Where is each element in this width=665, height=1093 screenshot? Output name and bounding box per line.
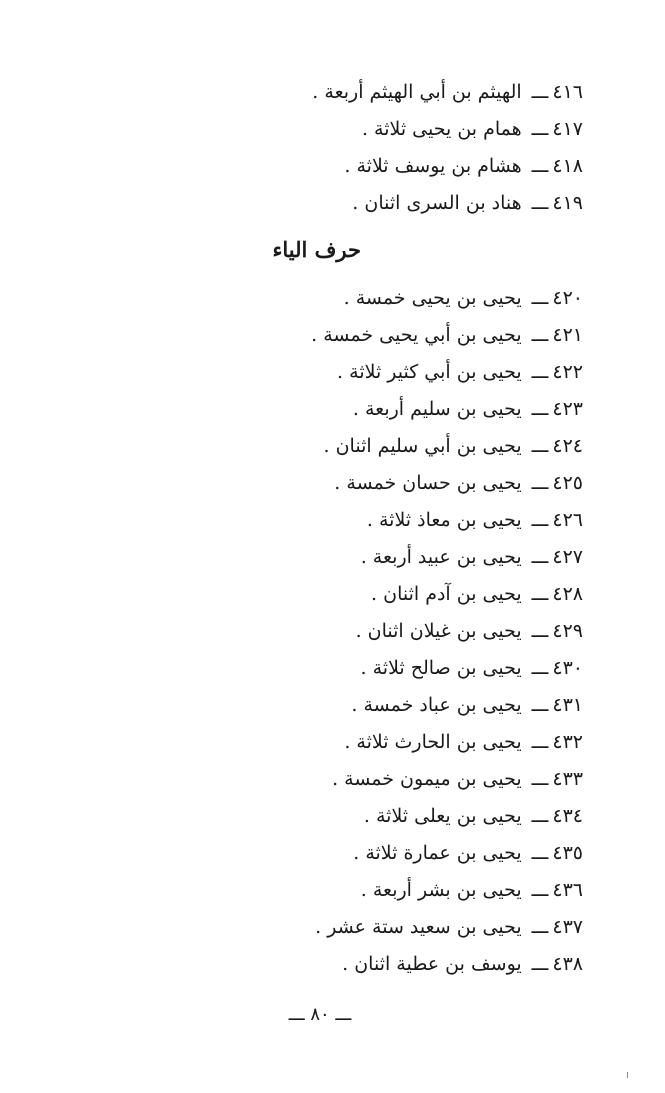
entry-dash: ـــ [531,620,549,642]
entry-text: يحيى بن عباد خمسة . [351,694,522,716]
list-item [223,148,583,185]
entry-text: هشام بن يوسف ثلاثة . [344,155,522,177]
entry-number: ٤٢٢ [552,361,583,383]
entry-number: ٤١٧ [552,118,583,140]
list-item [223,280,583,317]
entry-dash: ـــ [531,583,549,605]
entry-dash: ـــ [531,435,549,457]
list-item [223,465,583,502]
entry-dash: ـــ [531,879,549,901]
list-item [223,798,583,835]
entry-dash: ـــ [531,361,549,383]
entry-number: ٤٣٧ [552,916,583,938]
list-item [223,687,583,724]
entry-dash: ـــ [531,657,549,679]
list-item [223,74,583,111]
entry-number: ٤٢٨ [552,583,583,605]
entry-text: يحيى بن أبي يحيى خمسة . [311,324,522,346]
entry-number: ٤١٨ [552,155,583,177]
entry-text: يحيى بن ميمون خمسة . [332,768,522,790]
entry-number: ٤٢٣ [552,398,583,420]
entry-number: ٤٣٥ [552,842,583,864]
entry-dash: ـــ [531,118,549,140]
entry-dash: ـــ [531,192,549,214]
list-item [223,502,583,539]
list-item [223,428,583,465]
entry-number: ٤١٦ [552,81,583,103]
entry-dash: ـــ [531,287,549,309]
entry-dash: ـــ [531,472,549,494]
entry-number: ٤٢١ [552,324,583,346]
entry-dash: ـــ [531,731,549,753]
entry-text: يحيى بن معاذ ثلاثة . [366,509,522,531]
list-item [223,946,583,983]
scan-speck [627,1072,628,1078]
list-item [223,650,583,687]
entry-dash: ـــ [531,155,549,177]
list-item [223,185,583,222]
entry-number: ٤٣٦ [552,879,583,901]
list-item [223,835,583,872]
entry-dash: ـــ [531,398,549,420]
list-item [223,613,583,650]
entry-text: يحيى بن سليم أربعة . [352,398,522,420]
entry-text: يحيى بن آدم اثنان . [371,583,522,605]
list-item [223,317,583,354]
entry-number: ٤٣٣ [552,768,583,790]
entry-number: ٤٢٤ [552,435,583,457]
entry-dash: ـــ [531,842,549,864]
entry-text: يحيى بن بشر أربعة . [360,879,522,901]
entry-text: يوسف بن عطية اثنان . [342,953,522,975]
list-item [223,539,583,576]
entry-number: ٤٢٩ [552,620,583,642]
list-item [223,909,583,946]
entry-text: يحيى بن غيلان اثنان . [355,620,522,642]
list-item [223,354,583,391]
entry-text: هناد بن السرى اثنان . [352,192,522,214]
entry-dash: ـــ [531,768,549,790]
section-heading: حرف الياء [272,237,361,262]
entry-number: ٤٢٥ [552,472,583,494]
list-item [223,391,583,428]
entry-number: ٤٣٠ [552,657,583,679]
entry-number: ٤٣٢ [552,731,583,753]
entry-dash: ـــ [531,953,549,975]
entry-number: ٤٣٨ [552,953,583,975]
entry-dash: ـــ [531,694,549,716]
entry-number: ٤٢٦ [552,509,583,531]
entry-list-main [223,280,583,983]
entry-number: ٤١٩ [552,192,583,214]
entry-dash: ـــ [531,546,549,568]
list-item [223,576,583,613]
entry-text: يحيى بن أبي سليم اثنان . [323,435,522,457]
entry-text: همام بن يحيى ثلاثة . [361,118,522,140]
entry-dash: ـــ [531,324,549,346]
entry-text: يحيى بن عمارة ثلاثة . [353,842,522,864]
entry-text: يحيى بن يحيى خمسة . [343,287,522,309]
page-number: ـــ ٨٠ ـــ [288,1004,352,1025]
entry-dash: ـــ [531,509,549,531]
list-item [223,872,583,909]
entry-text: يحيى بن الحارث ثلاثة . [344,731,522,753]
entry-dash: ـــ [531,805,549,827]
entry-text: يحيى بن حسان خمسة . [334,472,522,494]
entry-text: يحيى بن عبيد أربعة . [360,546,522,568]
entry-number: ٤٣١ [552,694,583,716]
list-item [223,761,583,798]
entry-number: ٤٣٤ [552,805,583,827]
entry-number: ٤٢٠ [552,287,583,309]
entry-text: يحيى بن أبي كثير ثلاثة . [337,361,522,383]
list-item [223,724,583,761]
entry-dash: ـــ [531,916,549,938]
entry-list-top [223,74,583,222]
entry-text: يحيى بن يعلى ثلاثة . [363,805,522,827]
entry-dash: ـــ [531,81,549,103]
entry-number: ٤٢٧ [552,546,583,568]
entry-text: يحيى بن سعيد ستة عشر . [315,916,522,938]
entry-text: الهيثم بن أبي الهيثم أربعة . [312,81,522,103]
list-item [223,111,583,148]
entry-text: يحيى بن صالح ثلاثة . [360,657,522,679]
